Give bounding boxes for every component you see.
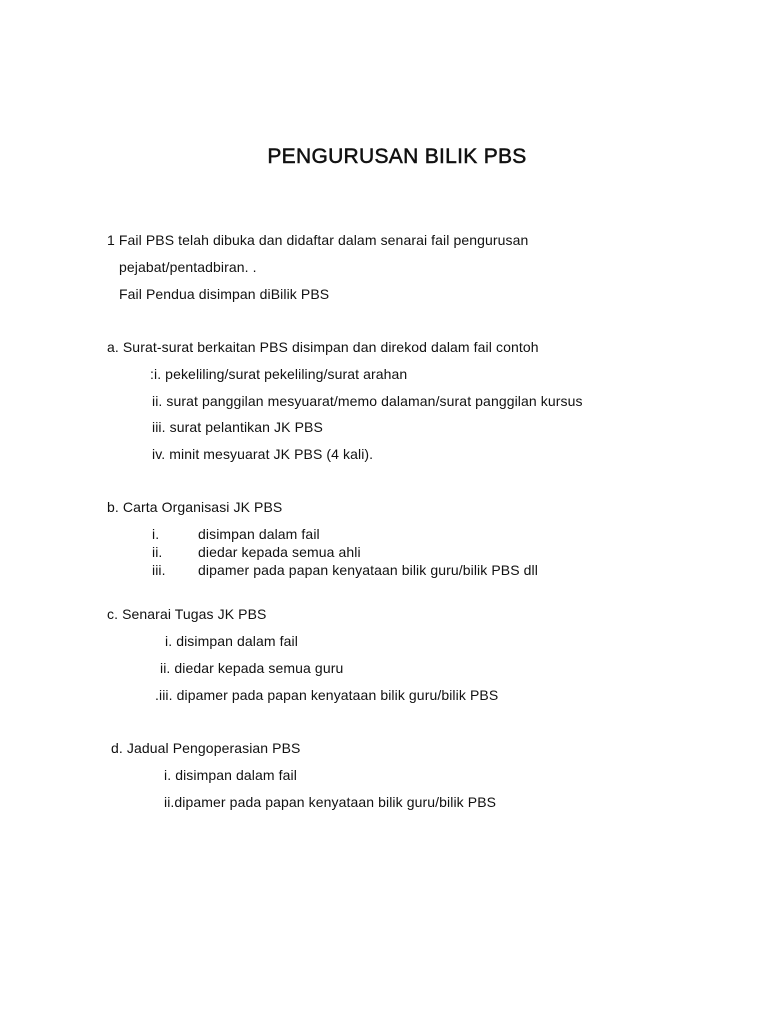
section-b-item-number: ii. [152, 544, 163, 560]
section-a-item-4: iv. minit mesyuarat JK PBS (4 kali). [152, 446, 374, 462]
section-c-item-1: i. disimpan dalam fail [165, 633, 298, 649]
section-a-heading: a. Surat-surat berkaitan PBS disimpan dan direkod dalam fail contoh [107, 339, 539, 355]
section-b-item-text: disimpan dalam fail [198, 526, 320, 542]
intro-line-3: Fail Pendua disimpan diBilik PBS [119, 286, 330, 302]
section-d-heading: d. Jadual Pengoperasian PBS [111, 740, 301, 756]
section-b-item-text: dipamer pada papan kenyataan bilik guru/bilik PBS dll [198, 562, 538, 578]
section-d-item-1: i. disimpan dalam fail [164, 767, 297, 783]
document-title: PENGURUSAN BILIK PBS [267, 145, 527, 168]
section-a-item-3: iii. surat pelantikan JK PBS [152, 419, 323, 435]
section-c-item-3: .iii. dipamer pada papan kenyataan bilik guru/bilik PBS [155, 687, 499, 703]
intro-line-2: pejabat/pentadbiran. . [119, 259, 257, 275]
section-b-item-text: diedar kepada semua ahli [198, 544, 361, 560]
section-c-heading: c. Senarai Tugas JK PBS [107, 606, 267, 622]
intro-line-1: 1 Fail PBS telah dibuka dan didaftar dalam senarai fail pengurusan [107, 232, 529, 248]
section-a-item-1: :i. pekeliling/surat pekeliling/surat arahan [150, 366, 408, 382]
section-d-item-2: ii.dipamer pada papan kenyataan bilik guru/bilik PBS [164, 794, 497, 810]
section-b-item-number: iii. [152, 562, 166, 578]
section-a-item-2: ii. surat panggilan mesyuarat/memo dalaman/surat panggilan kursus [152, 393, 583, 409]
section-c-item-2: ii. diedar kepada semua guru [160, 660, 344, 676]
section-b-item-number: i. [152, 526, 160, 542]
section-b-heading: b. Carta Organisasi JK PBS [107, 499, 283, 515]
